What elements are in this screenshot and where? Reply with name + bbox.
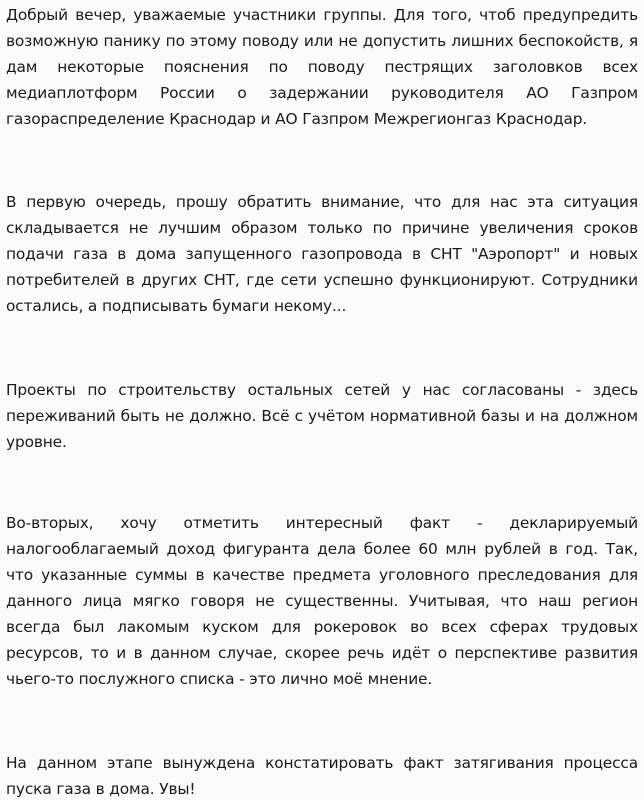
paragraph-projects: Проекты по строительству остальных сетей у нас согласованы - здесь переживаний быть не должно. Всё с учётом нормативной базы и на должном уровне.: [6, 381, 638, 451]
paragraph-conclusion: На данном этапе вынуждена констатировать факт затягивания процесса пуска газа в дома. Увы!: [6, 754, 638, 798]
paragraph-greeting: Добрый вечер, уважаемые участники группы. Для того, чтоб предупредить возможную панику по этому поводу или не допустить лишних беспокойств, я дам некоторые пояснения по поводу пестрящих заголовков всех медиаплотформ России о задержании руководителя АО Газпром газораспределение Краснодар и АО Газпром Межрегионгаз Краснодар.: [6, 6, 638, 128]
paragraph-first-point: В первую очередь, прошу обратить внимание, что для нас эта ситуация складывается не лучшим образом только по причине увеличения сроков подачи газа в дома запущенного газопровода в СНТ "Аэропорт" и новых потребителей в других СНТ, где сети успешно функционируют. Сотрудники остались, а подписывать бумаги некому...: [6, 193, 638, 315]
paragraph-second-point: Во-вторых, хочу отметить интересный факт - декларируемый налогооблагаемый доход фигуранта дела более 60 млн рублей в год. Так, что указанные суммы в качестве предмета уголовного преследования для данного лица мягко говоря не существенны. Учитывая, что наш регион всегда был лакомым куском для рокеровок во всех сферах трудовых ресурсов, то и в данном случае, скорее речь идёт о перспективе развития чьего-то послужного списка - это лично моё мнение.: [6, 514, 638, 688]
